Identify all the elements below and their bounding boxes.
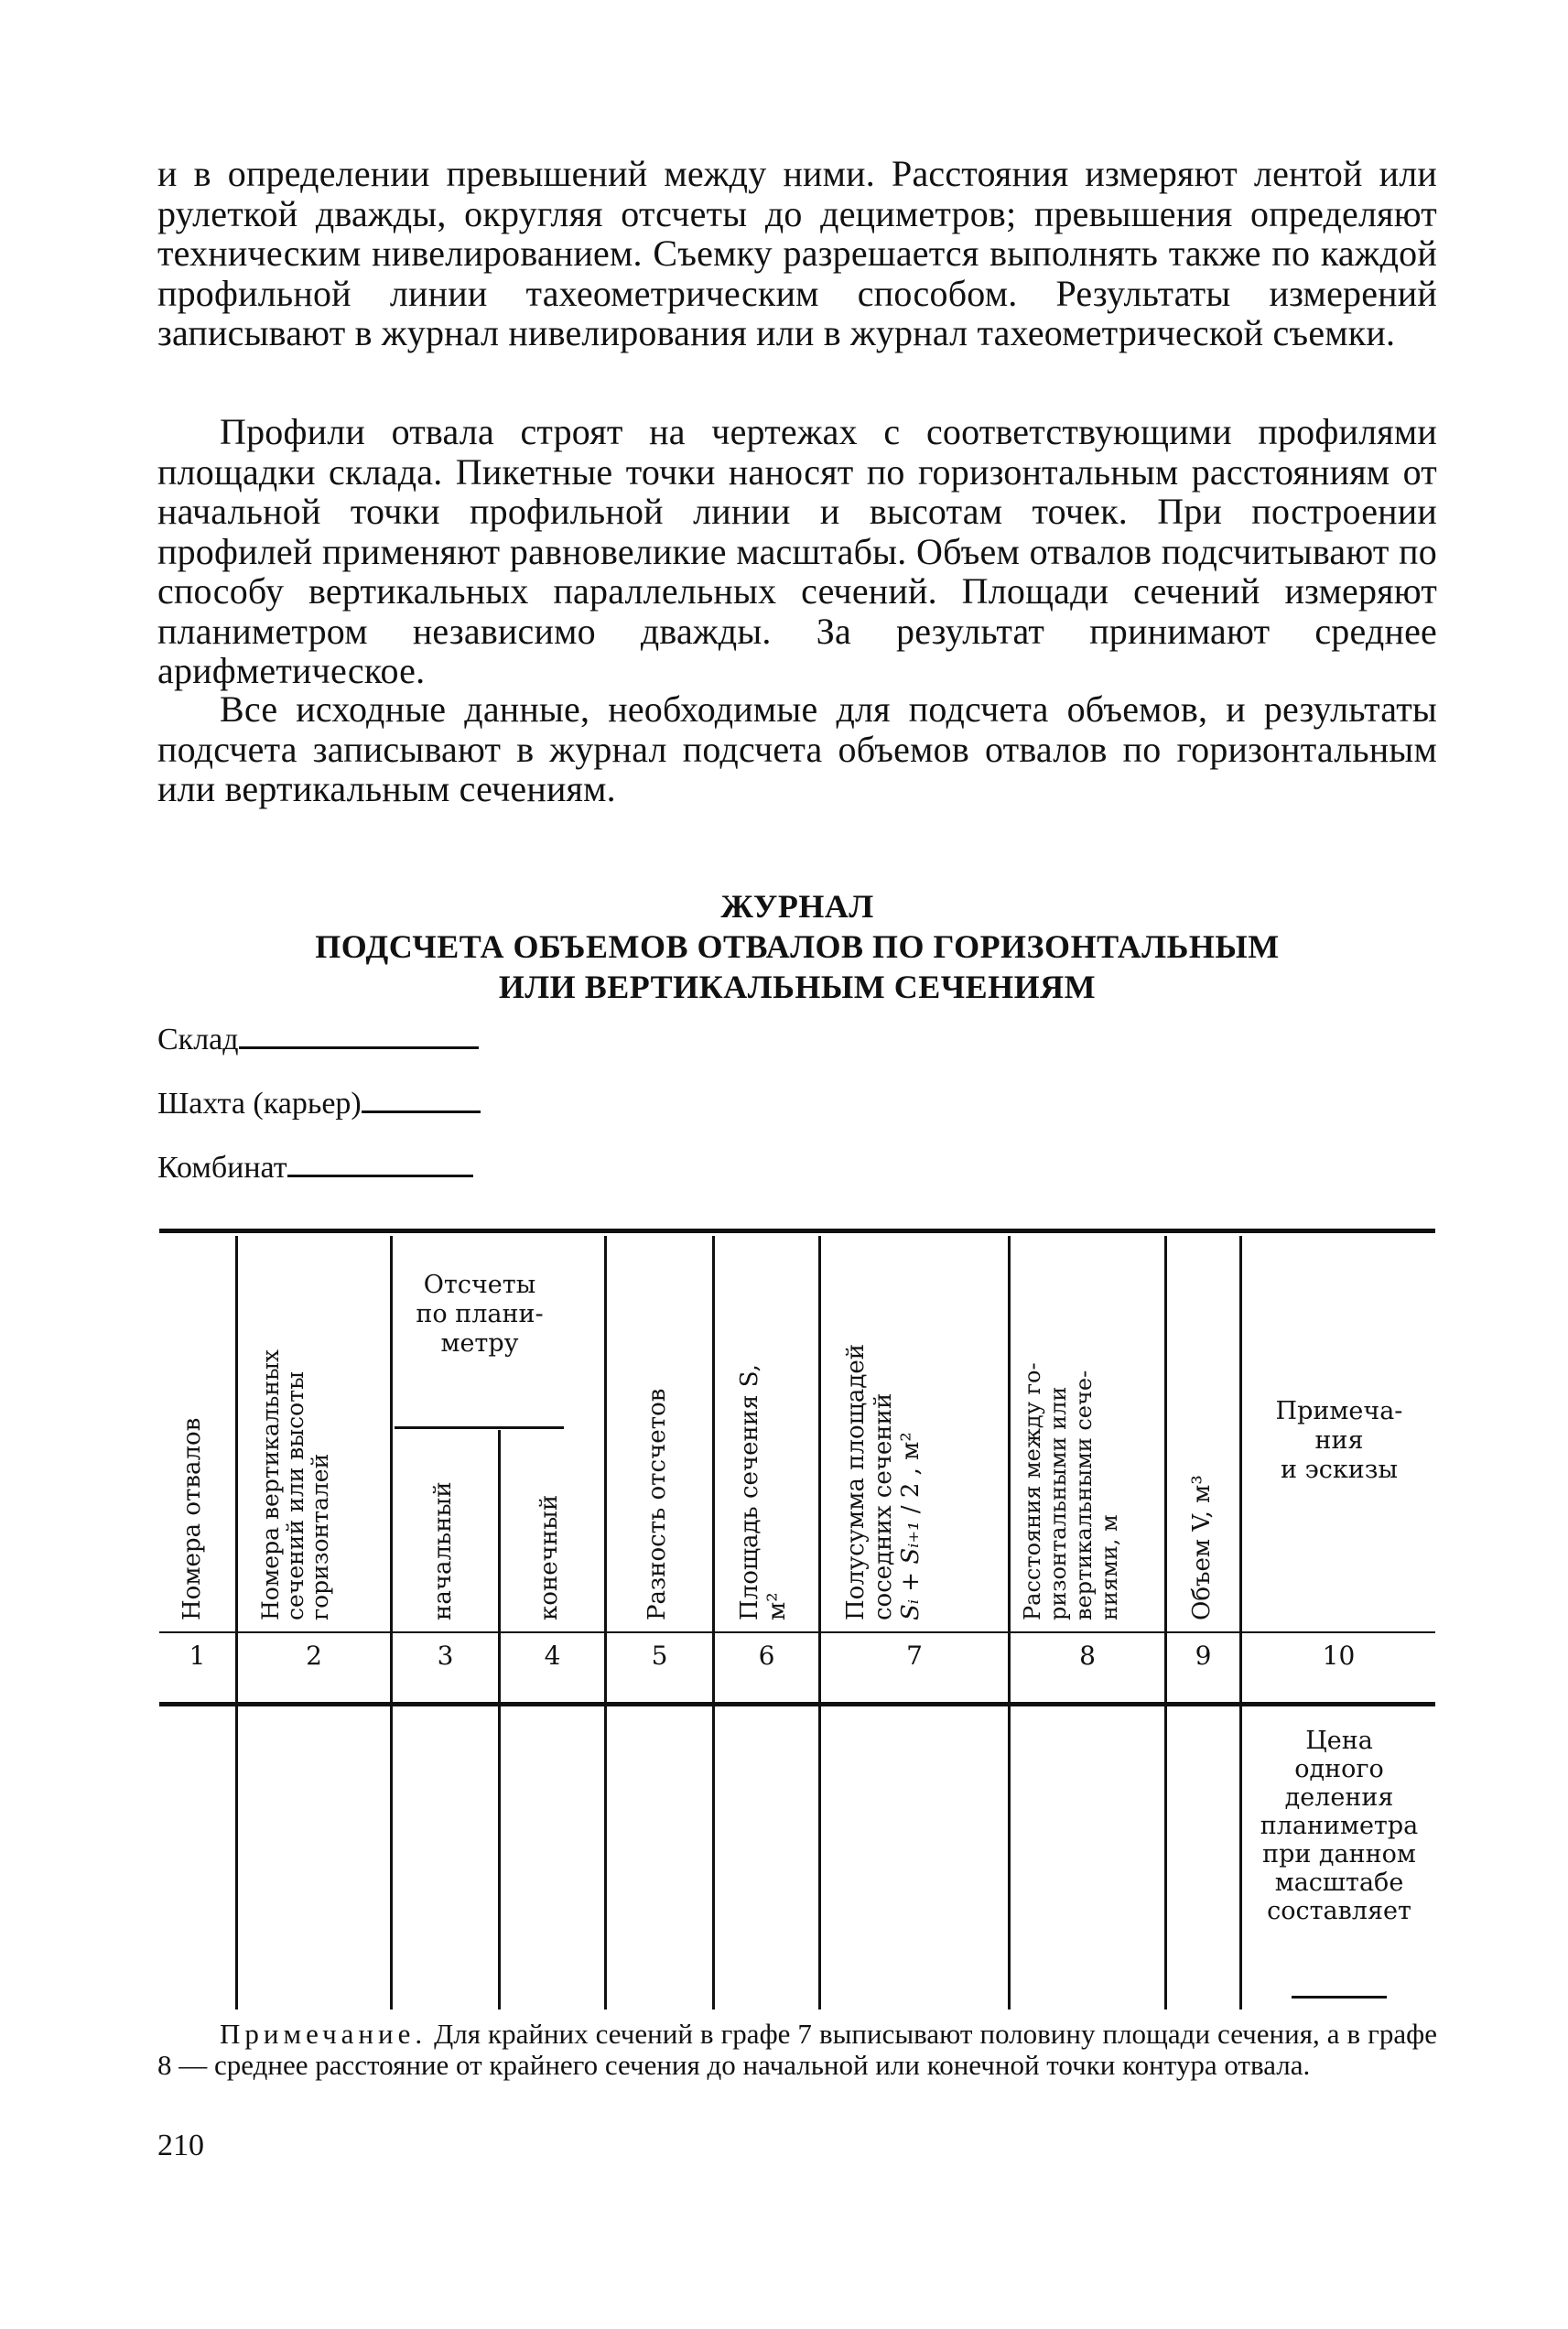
col-number-6: 6 xyxy=(758,1641,775,1671)
header-col-6-line-1: Площадь сечения S, xyxy=(736,1364,763,1620)
col-number-7: 7 xyxy=(906,1641,923,1671)
header-col-1-line-1: Номера отвалов xyxy=(178,1417,206,1620)
paragraph-1-text: и в определении превышений между ними. Расстояния измеряют лентой или рулеткой дважды, округляя отсчеты до дециметров; превышения определяют техническим нивелированием. Съемку разрешается выполнять также по каждой профильной линии тахеометрическим способом. Результаты измерений записывают в журнал нивелирования или в журнал тахеометрической съемки. xyxy=(157,153,1437,353)
note-line-3: деления xyxy=(1284,1783,1394,1812)
header-col-1 xyxy=(179,1373,206,1620)
footnote xyxy=(157,2019,1437,2081)
header-col-5 xyxy=(644,1309,671,1620)
cell-col-8[interactable] xyxy=(1011,1706,1164,2009)
header-col-7 xyxy=(842,1250,925,1620)
planimeter-division-note xyxy=(1243,1727,1435,1925)
footnote-text: Для крайних сечений в графе 7 выписывают половину площади сечения, а в графе 8 — среднее расстояние от крайнего сечения до начальной или конечной точки контура отвала. xyxy=(157,2018,1437,2081)
group-header-line-2: по плани- xyxy=(416,1300,544,1328)
header-col-2-line-3: горизонталей xyxy=(307,1453,333,1620)
cell-col-3[interactable] xyxy=(393,1706,498,2009)
formula-divider: / xyxy=(897,1498,925,1514)
note-line-6: масштабе xyxy=(1274,1869,1404,1897)
cell-col-4[interactable] xyxy=(501,1706,604,2009)
header-col-6-line-2: м² xyxy=(763,1592,791,1620)
paragraph-3-text: Все исходные данные, необходимые для подсчета объемов, и результаты подсчета записывают в журнал подсчета объемов отвалов по горизонтальным или вертикальным сечениям. xyxy=(157,688,1437,809)
header-col-9-line-1: Объем V, м³ xyxy=(1188,1475,1216,1620)
journal-title-line-1: ЖУРНАЛ xyxy=(720,888,874,925)
header-col-5-line-1: Разность отсчетов xyxy=(643,1388,671,1620)
paragraph-2-text: Профили отвала строят на чертежах с соответствующими профилями площадки склада. Пикетные точки наносят по горизонтальным расстояниям от начальной точки профильной линии и высотам точек. При построении профилей применяют равновеликие масштабы. Объем отвалов подсчитывают по способу вертикальных параллельных сечений. Площади сечений измеряют планиметром независимо дважды. За результат принимают среднее арифметическое. xyxy=(157,411,1437,691)
header-col-2-line-2: сечений или высоты xyxy=(282,1371,308,1620)
header-col-8-line-4: ниями, м xyxy=(1097,1514,1122,1620)
header-col-8-line-1: Расстояния между го- xyxy=(1020,1362,1045,1620)
cell-col-1[interactable] xyxy=(159,1706,235,2009)
planimeter-division-value-blank[interactable] xyxy=(1292,1996,1387,1999)
col-number-4: 4 xyxy=(544,1641,561,1671)
col-number-1: 1 xyxy=(189,1641,206,1671)
cell-col-9[interactable] xyxy=(1167,1706,1239,2009)
page-number: 210 xyxy=(157,2129,204,2162)
table-top-rule xyxy=(159,1229,1435,1233)
header-col-2 xyxy=(258,1252,332,1620)
header-col-3 xyxy=(430,1446,457,1620)
note-line-1: Цена xyxy=(1305,1727,1373,1755)
field-combine-input[interactable] xyxy=(287,1175,473,1177)
paragraph-1 xyxy=(157,154,1437,353)
field-combine xyxy=(157,1151,473,1186)
header-col-4-line-1: конечный xyxy=(535,1494,563,1620)
header-col-4 xyxy=(536,1446,563,1620)
journal-title-line-3: ИЛИ ВЕРТИКАЛЬНЫМ СЕЧЕНИЯМ xyxy=(498,969,1097,1005)
field-combine-label: Комбинат xyxy=(157,1151,287,1185)
header-col-10-line-1: Примеча- xyxy=(1275,1397,1403,1425)
header-col-2-line-1: Номера вертикальных xyxy=(257,1349,284,1620)
header-col-10 xyxy=(1243,1397,1435,1485)
note-line-2: одного xyxy=(1294,1755,1384,1783)
formula-unit: , м² xyxy=(897,1432,925,1476)
col-number-8: 8 xyxy=(1079,1641,1096,1671)
note-line-4: планиметра xyxy=(1260,1812,1419,1840)
field-warehouse-input[interactable] xyxy=(239,1046,479,1049)
cell-col-6[interactable] xyxy=(715,1706,818,2009)
field-mine-input[interactable] xyxy=(362,1110,481,1113)
field-warehouse xyxy=(157,1023,479,1057)
col-number-2: 2 xyxy=(306,1641,322,1671)
header-col-9 xyxy=(1189,1401,1216,1620)
note-line-7: составляет xyxy=(1267,1897,1411,1925)
col-number-10: 10 xyxy=(1322,1641,1356,1671)
col-number-9: 9 xyxy=(1195,1641,1212,1671)
formula-numerator: Sᵢ + Sᵢ₊₁ xyxy=(897,1521,925,1620)
header-col-7-line-2: соседних сечений xyxy=(870,1392,897,1620)
field-warehouse-label: Склад xyxy=(157,1023,239,1056)
header-col-3-line-1: начальный xyxy=(429,1481,457,1620)
col-number-5: 5 xyxy=(651,1641,668,1671)
paragraph-2 xyxy=(157,412,1437,691)
journal-table xyxy=(159,1227,1435,2023)
header-col-10-line-3: и эскизы xyxy=(1281,1456,1398,1484)
cell-col-7[interactable] xyxy=(821,1706,1008,2009)
journal-title-line-2: ПОДСЧЕТА ОБЪЕМОВ ОТВАЛОВ ПО ГОРИЗОНТАЛЬНЫМ xyxy=(315,928,1280,965)
group-header-line-3: метру xyxy=(440,1329,519,1358)
col-number-3: 3 xyxy=(437,1641,454,1671)
formula-denominator: 2 xyxy=(897,1482,925,1499)
note-line-5: при данном xyxy=(1262,1840,1416,1869)
header-col-8-line-2: ризонтальными или xyxy=(1045,1386,1071,1620)
header-col-8 xyxy=(1020,1245,1122,1620)
group-header-rule xyxy=(395,1426,564,1429)
group-header-line-1: Отсчеты xyxy=(423,1271,536,1299)
cell-col-5[interactable] xyxy=(607,1706,712,2009)
paragraph-3 xyxy=(157,689,1437,809)
journal-title xyxy=(157,886,1437,1007)
header-col-10-line-2: ния xyxy=(1314,1426,1364,1455)
footnote-label: Примечание. xyxy=(220,2018,427,2050)
cell-col-2[interactable] xyxy=(238,1706,390,2009)
field-mine xyxy=(157,1087,481,1121)
header-col-6 xyxy=(736,1291,791,1620)
group-header-readings xyxy=(395,1271,564,1359)
column-number-rule xyxy=(159,1631,1435,1633)
field-mine-label: Шахта (карьер) xyxy=(157,1087,362,1121)
header-col-7-formula xyxy=(897,1250,925,1620)
header-col-8-line-3: вертикальными сече- xyxy=(1071,1370,1097,1620)
header-col-7-line-1: Полусумма площадей xyxy=(842,1343,870,1620)
